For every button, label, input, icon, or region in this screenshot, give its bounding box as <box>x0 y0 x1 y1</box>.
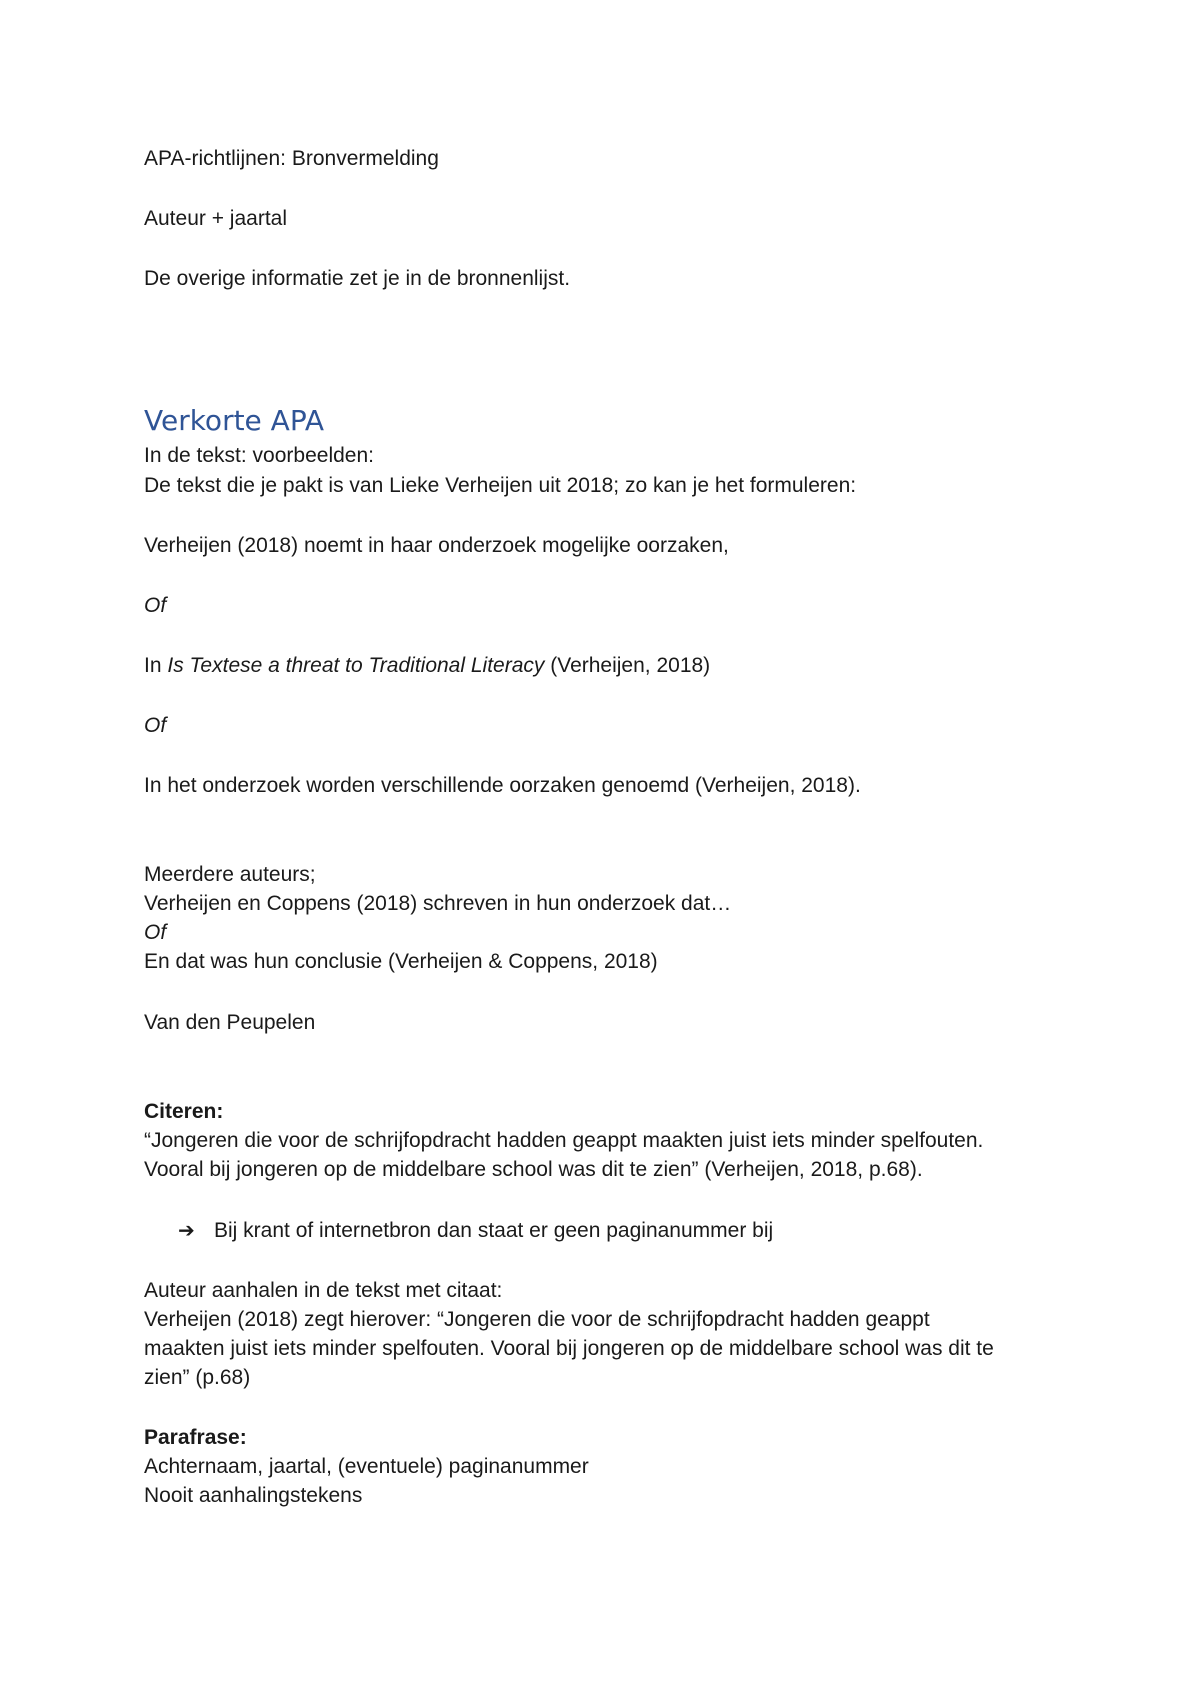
section-heading-short-apa: Verkorte APA <box>144 404 325 437</box>
multiple-authors-note: Van den Peupelen <box>144 1011 316 1034</box>
or-text: Of <box>144 714 167 737</box>
example-2-suffix: (Verheijen, 2018) <box>544 654 711 677</box>
paraphrase-rule-2: Nooit aanhalingstekens <box>144 1484 363 1507</box>
document-title: APA-richtlijnen: Bronvermelding <box>144 147 439 170</box>
multiple-authors-example-2: En dat was hun conclusie (Verheijen & Coppens, 2018) <box>144 950 658 973</box>
author-quote-line-2: maakten juist iets minder spelfouten. Vooral bij jongeren op de middelbare school was dit te <box>144 1337 994 1360</box>
or-text: Of <box>144 921 167 944</box>
author-year-text: Auteur + jaartal <box>144 207 288 230</box>
author-quote-label: Auteur aanhalen in de tekst met citaat: <box>144 1279 503 1302</box>
paraphrase-heading: Parafrase: <box>144 1426 247 1449</box>
example-2-prefix: In <box>144 654 168 677</box>
arrow-right-icon: ➔ <box>178 1220 195 1242</box>
example-2 <box>144 651 710 680</box>
rest-info-text: De overige informatie zet je in de bronnenlijst. <box>144 267 571 290</box>
author-quote-line-3: zien” (p.68) <box>144 1366 251 1389</box>
multiple-authors-example-1: Verheijen en Coppens (2018) schreven in hun onderzoek dat… <box>144 892 732 915</box>
or-text: Of <box>144 594 167 617</box>
citing-quote-line-1: “Jongeren die voor de schrijfopdracht hadden geappt maakten juist iets minder spelfouten. <box>144 1129 984 1152</box>
arrow-bullet-item <box>178 1216 773 1246</box>
example-1: Verheijen (2018) noemt in haar onderzoek mogelijke oorzaken, <box>144 534 729 557</box>
examples-label: In de tekst: voorbeelden: <box>144 444 374 467</box>
author-quote-line-1: Verheijen (2018) zegt hierover: “Jongeren die voor de schrijfopdracht hadden geappt <box>144 1308 930 1331</box>
arrow-note-text: Bij krant of internetbron dan staat er geen paginanummer bij <box>214 1219 774 1242</box>
paraphrase-rule-1: Achternaam, jaartal, (eventuele) paginanummer <box>144 1455 589 1478</box>
example-3: In het onderzoek worden verschillende oorzaken genoemd (Verheijen, 2018). <box>144 774 861 797</box>
example-intro: De tekst die je pakt is van Lieke Verheijen uit 2018; zo kan je het formuleren: <box>144 474 857 497</box>
example-2-title: Is Textese a threat to Traditional Literacy <box>167 654 545 677</box>
multiple-authors-label: Meerdere auteurs; <box>144 863 316 886</box>
citing-heading: Citeren: <box>144 1100 224 1123</box>
citing-quote-line-2: Vooral bij jongeren op de middelbare school was dit te zien” (Verheijen, 2018, p.68). <box>144 1158 923 1181</box>
